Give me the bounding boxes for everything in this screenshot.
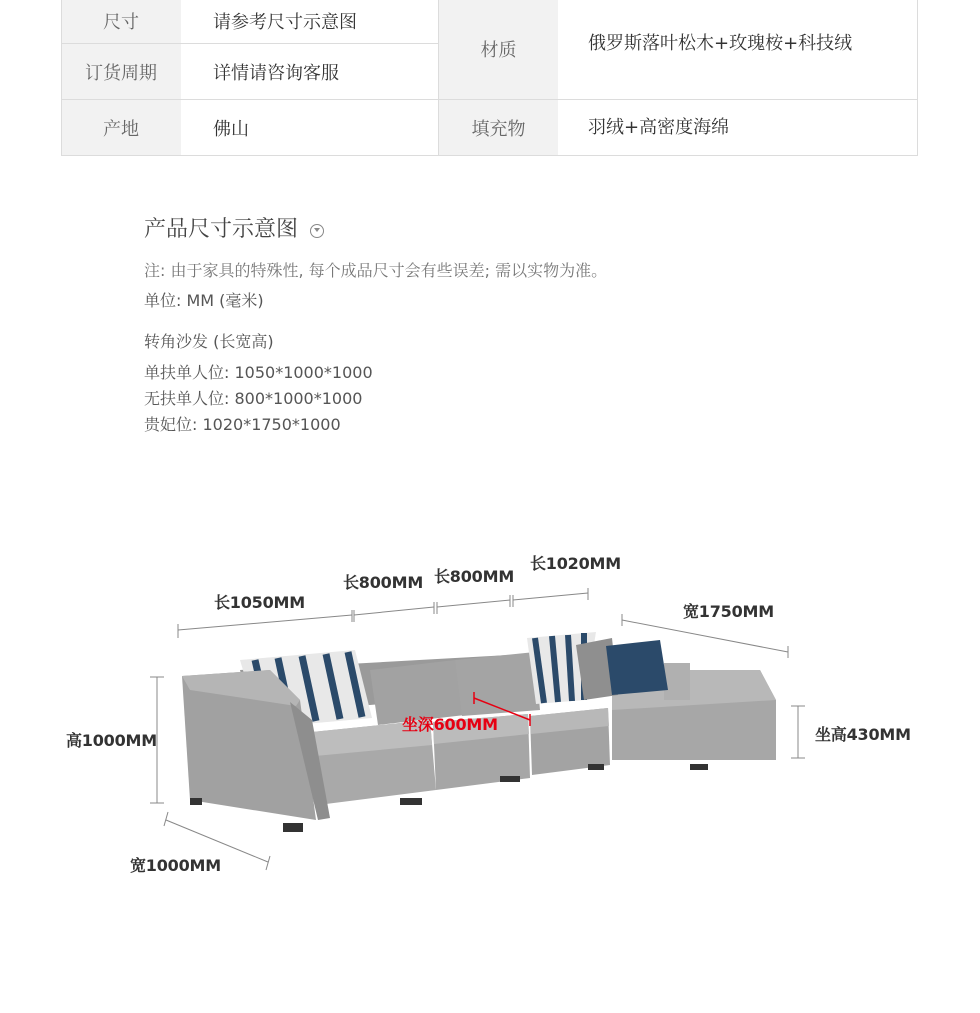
size-category: 转角沙发 (长宽高) [144,332,274,351]
spec-label-material: 材质 [439,0,558,100]
dim-length-800-a: 长800MM [343,573,424,592]
spec-label-filling: 填充物 [439,100,558,156]
spec-label-size: 尺寸 [61,0,181,44]
spec-label-lead-time: 订货周期 [61,44,181,100]
spec-value-origin: 佛山 [181,100,438,156]
spec-value-material: 俄罗斯落叶松木+玫瑰桉+科技绒 [558,0,918,100]
table-divider-right [917,0,918,156]
sofa-dimension-diagram [0,520,980,900]
size-note: 注: 由于家具的特殊性, 每个成品尺寸会有些误差; 需以实物为准。 [144,261,608,280]
dim-width-1750: 宽1750MM [683,602,774,621]
size-section-title: 产品尺寸示意图 [144,217,299,242]
size-unit: 单位: MM (毫米) [144,291,264,310]
dim-length-800-b: 长800MM [434,567,515,586]
dim-seat-height: 坐高430MM [815,725,911,744]
dim-width-1000: 宽1000MM [130,856,221,875]
table-divider-left [61,0,62,156]
dim-seat-depth: 坐深600MM [402,715,498,734]
spec-value-lead-time: 详情请咨询客服 [181,44,438,100]
size-section-heading [144,212,324,243]
dim-height-1000: 高1000MM [66,731,157,750]
table-divider-mid [438,0,439,156]
spec-table [61,0,918,156]
dim-length-1050: 长1050MM [214,593,305,612]
spec-label-origin: 产地 [61,100,181,156]
circle-chevron-down-icon [310,224,324,238]
spec-value-filling: 羽绒+高密度海绵 [558,100,918,156]
size-item-armless: 无扶单人位: 800*1000*1000 [144,389,363,408]
size-item-chaise: 贵妃位: 1020*1750*1000 [144,415,341,434]
size-item-single-arm: 单扶单人位: 1050*1000*1000 [144,363,373,382]
dim-length-1020: 长1020MM [530,554,621,573]
spec-value-size: 请参考尺寸示意图 [181,0,438,44]
